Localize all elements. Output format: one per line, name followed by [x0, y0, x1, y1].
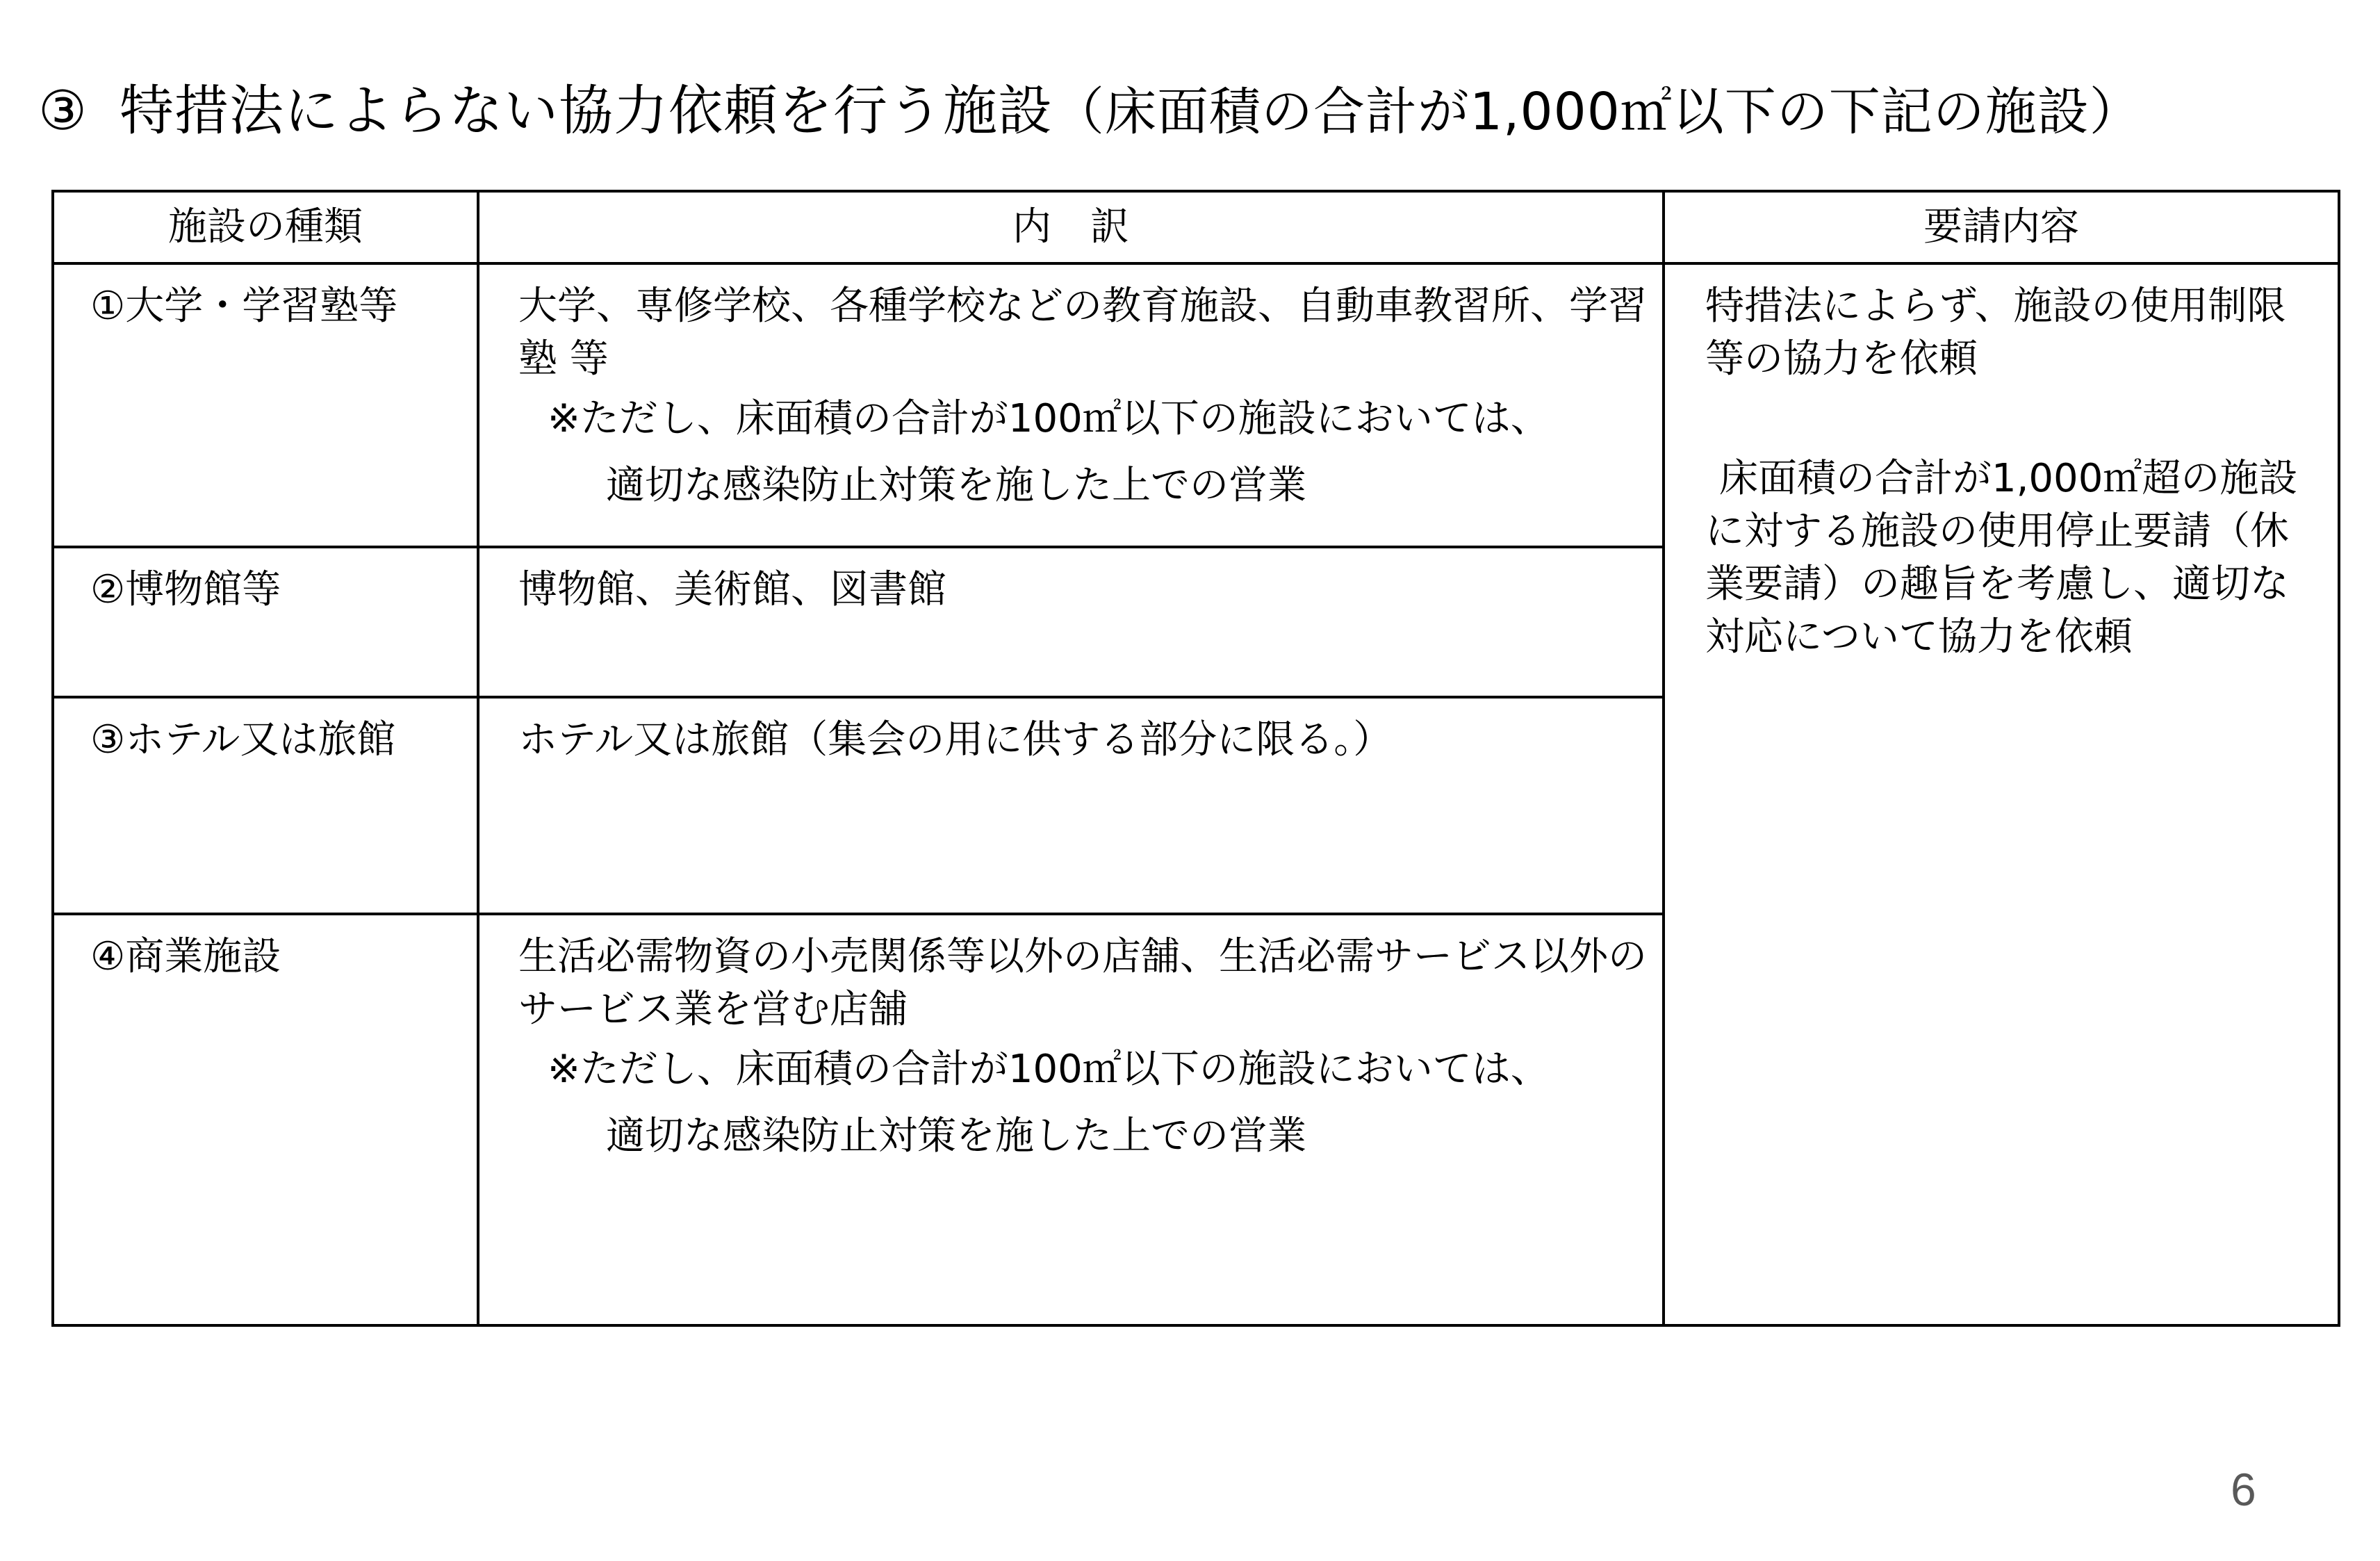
facility-note — [518, 386, 1648, 519]
facility-table — [51, 190, 2340, 1327]
facility-detail-text: 大学、専修学校、各種学校などの教育施設、自動車教習所、学習塾 等 — [518, 284, 1647, 382]
header-request: 要請内容 — [1664, 191, 2339, 263]
facility-detail-text: ホテル又は旅館（集会の用に供する部分に限る。） — [518, 717, 1393, 762]
page-title — [38, 73, 2142, 150]
header-facility-type: 施設の種類 — [53, 191, 478, 263]
facility-detail-cell — [478, 914, 1664, 1325]
title-paren: （床面積の合計が1,000㎡以下の下記の施設） — [1052, 82, 2142, 142]
facility-note — [518, 1036, 1648, 1170]
facility-type-cell: ③ホテル又は旅館 — [53, 697, 478, 914]
title-main: 特措法によらない協力依頼を行う施設 — [119, 80, 1053, 142]
facility-type-cell: ④商業施設 — [53, 914, 478, 1325]
facility-detail-text: 生活必需物資の小売関係等以外の店舗、生活必需サービス以外のサービス業を営む店舗 — [518, 934, 1647, 1032]
facility-note-line2: 適切な感染防止対策を施した上での営業 — [606, 1113, 1306, 1159]
facility-type-cell: ②博物館等 — [53, 547, 478, 697]
facility-detail-cell — [478, 263, 1664, 547]
facility-detail-text: 博物館、美術館、図書館 — [518, 567, 946, 612]
request-paragraph-1: 特措法によらず、施設の使用制限等の協力を依頼 — [1705, 284, 2286, 382]
facility-note-line1: ※ただし、床面積の合計が100㎡以下の施設においては、 — [548, 1047, 1550, 1092]
request-paragraph-2: 床面積の合計が1,000㎡超の施設に対する施設の使用停止要請（休業要請）の趣旨を考慮し、適切な対応について協力を依頼 — [1705, 456, 2298, 660]
facility-type-cell: ①大学・学習塾等 — [53, 263, 478, 547]
facility-note-line2: 適切な感染防止対策を施した上での営業 — [606, 463, 1306, 508]
facility-note-line1: ※ただし、床面積の合計が100㎡以下の施設においては、 — [548, 396, 1550, 441]
facility-detail-cell — [478, 547, 1664, 697]
title-number: ③ — [38, 80, 88, 142]
table-header-row — [53, 191, 2339, 263]
request-content-cell — [1664, 263, 2339, 1325]
header-breakdown: 内 訳 — [478, 191, 1664, 263]
table-row — [53, 263, 2339, 547]
facility-detail-cell — [478, 697, 1664, 914]
page-number: 6 — [2231, 1464, 2256, 1515]
